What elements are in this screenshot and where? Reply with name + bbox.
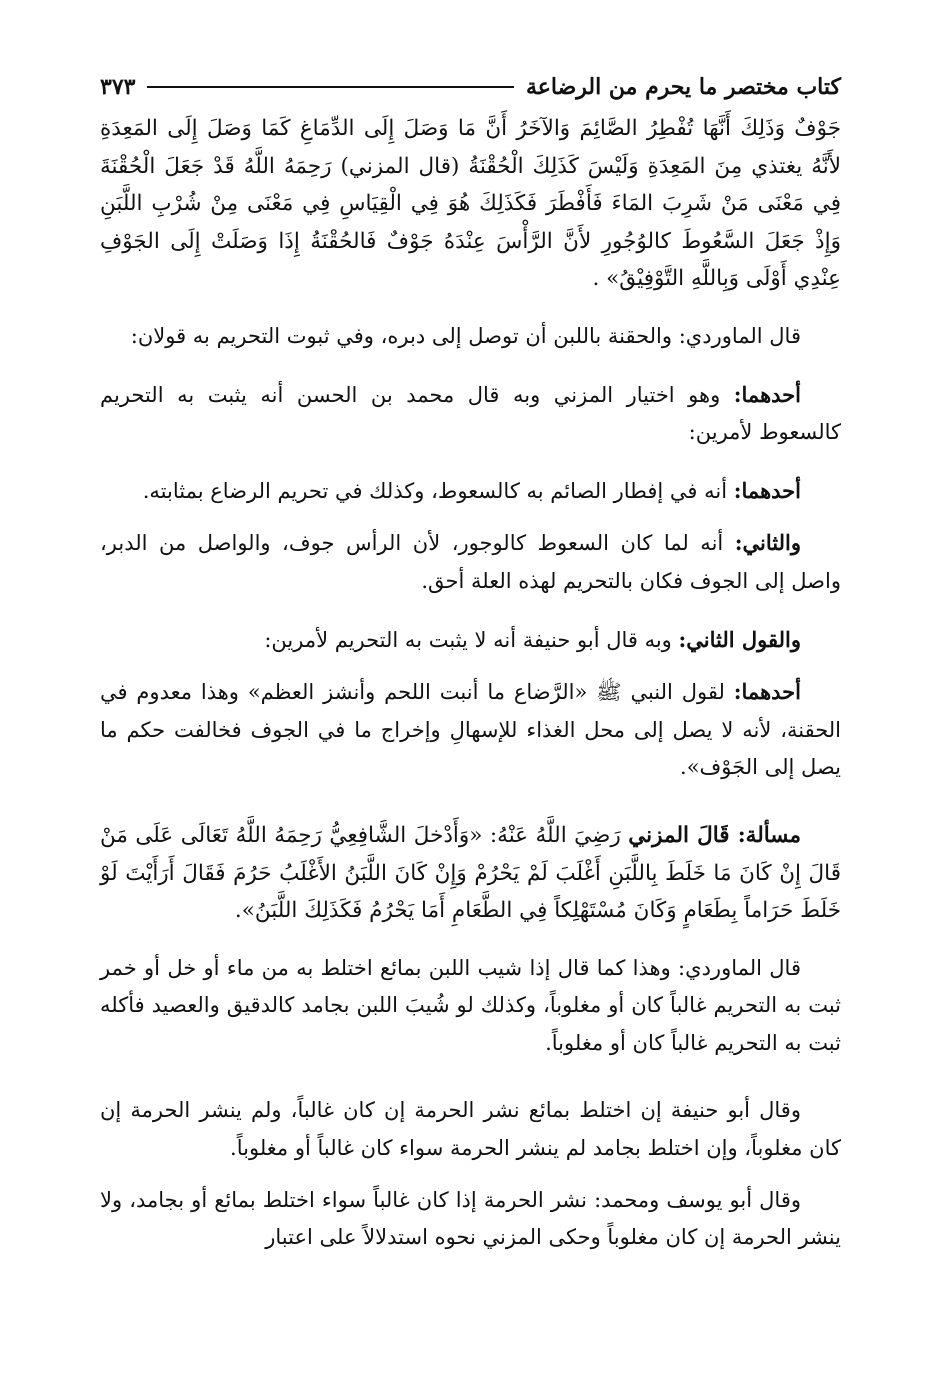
paragraph-quote-end: جَوْفٌ وَذَلِكَ أَنَّهَا تُفْطِرُ الصَّائِمَ وَالآخَرُ أَنَّ مَا وَصَلَ إِلَى الدِّمَاغِ كَمَا وَصَلَ إِلَى المَعِدَةِ لأَنَّهُ يغتذي مِنَ المَعِدَةِ وَلَيْسَ كَذَلِكَ الْحُقْنَةُ (قال المزني) رَحِمَهُ اللَّهُ قَدْ جَعَلَ الْحُقْنَةَ فِي مَعْنَى مَنْ شَرِبَ المَاءَ فَأَفْطَرَ فَكَذَلِكَ هُوَ فِي الْقِيَاسِ فِي مَعْنَى مِنْ شُرْبِ اللَّبَنِ وَإِذْ جَعَلَ السَّعُوطَ كالوُجُورِ لأَنَّ الرَّأْسَ عِنْدَهُ جَوْفٌ فَالحُقْنَةُ إِذَا وَصَلَتْ إِلَى الجَوْفِ عِنْدِي أَوْلَى وَبِاللَّهِ التَّوْفِيْقُ» . — [100, 116, 841, 292]
paragraph-masala — [100, 817, 841, 930]
lead-word: أحدهما: — [733, 381, 801, 407]
paragraph-text: لقول النبي ﷺ «الرَّضاع ما أنبت اللحم وأنشز العظم» وهذا معدوم في الحقنة، لأنه لا يصل إلى محل الغذاء للإسهالِ وإخراج ما في الجوف فخالفت حكم ما يصل إلى الجَوْف». — [100, 680, 841, 780]
lead-word: والقول الثاني: — [678, 626, 801, 652]
paragraph-mawardi-ruling: قال الماوردي: وهذا كما قال إذا شيب اللبن بمائع اختلط به من ماء أو خل أو خمر ثبت به التحريم غالباً كان أو مغلوباً، وكذلك لو شُيبَ اللبن بجامد كالدقيق والعصيد فأكله ثبت به التحريم غالباً كان أو مغلوباً. — [100, 955, 841, 1055]
paragraph-text: أنه لما كان السعوط كالوجور، لأن الرأس جوف، والواصل من الدبر، واصل إلى الجوف فكان بالتحريم لهذه العلة أحق. — [100, 531, 841, 593]
paragraph-text: وبه قال أبو حنيفة أنه لا يثبت به التحريم لأمرين: — [264, 627, 672, 652]
lead-word: أحدهما: — [733, 679, 801, 705]
running-header — [100, 70, 841, 104]
paragraph-text: وهو اختيار المزني وبه قال محمد بن الحسن أنه يثبت به التحريم كالسعوط لأمرين: — [100, 382, 841, 445]
paragraph-text: رَضِيَ اللَّهُ عَنْهُ: «وَأَدْخلَ الشَّافِعِيُّ رَحِمَهُ اللَّهُ تَعَالَى عَلَى مَنْ قَالَ إِنْ كَانَ مَا خَلَطَ بِاللَّبَنِ أَغْلَبَ لَمْ يَحْرُمْ وَإِنْ كَانَ اللَّبَنُ الأَغْلَبُ حَرُمَ فَقَالَ أَرَأَيْتَ لَوْ خَلَطَ حَرَاماً بِطَعَامٍ وَكَانَ مُسْتَهْلِكاً فِي الطَّعَامِ أَمَا يَحْرُمُ فَكَذَلِكَ اللَّبَنُ». — [100, 822, 841, 924]
paragraph-abu-hanifa: وقال أبو حنيفة إن اختلط بمائع نشر الحرمة إن كان غالباً، ولم ينشر الحرمة إن كان مغلوباً، وإن اختلط بجامد لم ينشر الحرمة سواء كان غالباً أو مغلوباً. — [100, 1098, 841, 1161]
page-number: ٣٧٣ — [100, 74, 136, 100]
paragraph-hadith — [100, 673, 841, 787]
paragraph-text: أنه في إفطار الصائم به كالسعوط، وكذلك في تحريم الرضاع بمثابته. — [142, 478, 728, 503]
masala-heading: مسألة: قَالَ المزني — [628, 822, 802, 848]
running-title: كتاب مختصر ما يحرم من الرضاعة — [525, 74, 841, 100]
paragraph-first-reason — [100, 472, 841, 511]
paragraph-second-opinion — [100, 621, 841, 660]
paragraph-first-opinion — [100, 376, 841, 452]
paragraph-second-reason — [100, 524, 841, 600]
lead-word: والثاني: — [734, 530, 801, 556]
header-rule — [147, 86, 514, 88]
paragraph-abu-yusuf: وقال أبو يوسف ومحمد: نشر الحرمة إذا كان غالباً سواء اختلط بمائع أو بجامد، ولا ينشر الحرمة إن كان مغلوباً وحكى المزني نحوه استدلالاً على اعتبار — [100, 1187, 841, 1250]
lead-word: أحدهما: — [733, 477, 801, 503]
paragraph-mawardi-intro: قال الماوردي: والحقنة باللبن أن توصل إلى دبره، وفي ثبوت التحريم به قولان: — [130, 323, 801, 348]
page-body — [100, 110, 841, 1257]
